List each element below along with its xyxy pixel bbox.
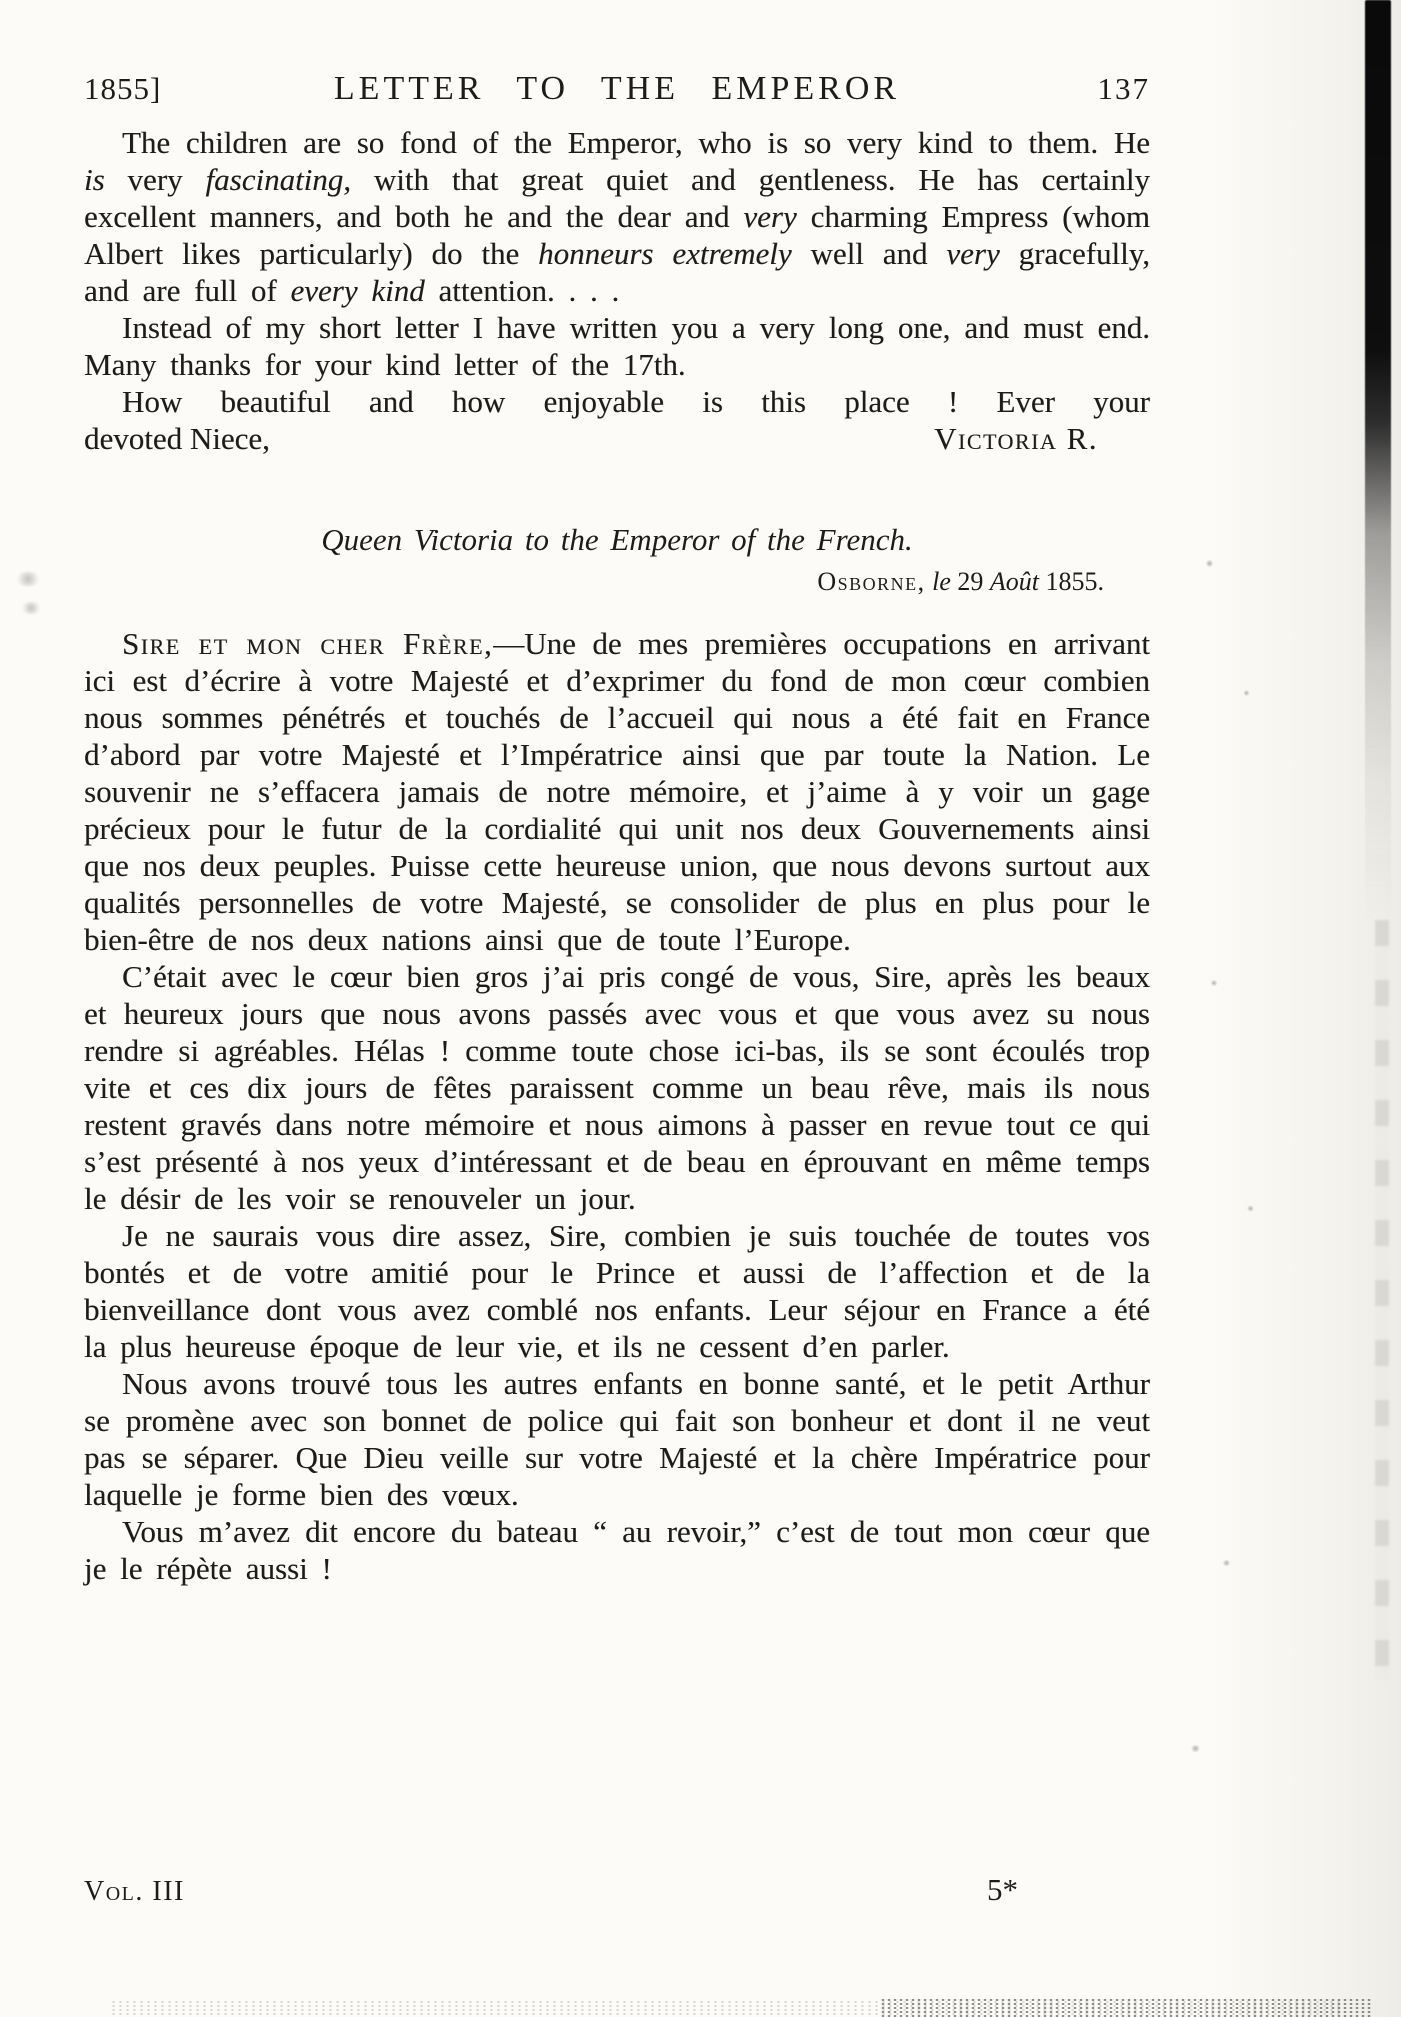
letter-closing [84, 420, 1150, 457]
english-paragraph-1: The children are so fond of the Emperor, who is so very kind to them. He is very fascinating, with that great quiet and gentleness. He has certainly excellent manners, and both he and the dear and very charming Empress (whom Albert likes particularly) do the honneurs extremely well and very gracefully, and are full of every kind attention. . . . [84, 125, 1150, 308]
scan-speck [1210, 980, 1218, 986]
french-paragraph-3: Je ne saurais vous dire assez, Sire, combien je suis touchée de toutes vos bontés et de votre amitié pour le Prince et aussi de l’affection et de la bienveillance dont vous avez comblé nos enfants. Leur séjour en France a été la plus heureuse époque de leur vie, et ils ne cessent d’en parler. [84, 1218, 1150, 1364]
english-paragraph-2: Instead of my short letter I have written you a very long one, and must end. Many thanks for your kind letter of the 17th. [84, 310, 1150, 382]
scan-speck [1247, 1205, 1254, 1212]
french-paragraph-4: Nous avons trouvé tous les autres enfants en bonne santé, et le petit Arthur se promène avec son bonnet de police qui fait son bonheur et dont il ne veut pas se séparer. Que Dieu veille sur votre Majesté et la chère Impératrice pour laquelle je forme bien des vœux. [84, 1366, 1150, 1512]
scan-smudge [14, 572, 42, 586]
section-heading: Queen Victoria to the Emperor of the French. [321, 522, 913, 557]
volume-label: Vol. III [84, 1876, 185, 1907]
page-number: 137 [1097, 71, 1150, 106]
french-paragraph-2: C’était avec le cœur bien gros j’ai pris congé de vous, Sire, après les beaux et heureux jours que nous avons passés avec vous et que vous avez su nous rendre si agréables. Hélas ! comme toute chose ici-bas, ils se sont écoulés trop vite et ces dix jours de fêtes paraissent comme un beau rêve, mais ils nous restent gravés dans notre mémoire et nous aimons à passer en revue tout ce qui s’est présenté à nos yeux d’intéressant et de beau en éprouvant en même temps le désir de les voir se renouveler un jour. [84, 959, 1150, 1216]
french-paragraph-5: Vous m’avez dit encore du bateau “ au revoir,” c’est de tout mon cœur que je le répète aussi ! [84, 1514, 1150, 1586]
header-year: 1855] [84, 71, 162, 106]
signature-mark: 5* [987, 1872, 1018, 1907]
french-paragraph-1: Sire et mon cher Frère,—Une de mes premières occupations en arrivant ici est d’écrire à votre Majesté et d’exprimer du fond de mon cœur combien nous sommes pénétrés et touchés de l’accueil qui nous a été fait en France d’abord par votre Majesté et l’Impératrice ainsi que par toute la Nation. Le souvenir ne s’effacera jamais de notre mémoire, et j’aime à y voir un gage précieux pour le futur de la cordialité qui unit nos deux Gouvernements ainsi que nos deux peuples. Puisse cette heureuse union, que nous devons surtout aux qualités personnelles de votre Majesté, se consolider de plus en plus pour le bien-être de nos deux nations ainsi que de toute l’Europe. [84, 626, 1150, 957]
french-letter [84, 625, 1150, 1587]
scan-smudge [20, 602, 42, 614]
page-content [84, 70, 1150, 1587]
scan-speck [1222, 1560, 1231, 1566]
closing-text: devoted Niece, [84, 421, 270, 456]
page-footer [84, 1872, 1150, 1908]
scan-speck [1205, 560, 1214, 567]
scan-edge-band-lower [1375, 920, 1389, 1680]
signature: Victoria R. [934, 421, 1098, 456]
scan-noise-bottom-right [880, 1998, 1373, 2017]
scan-speck [1243, 690, 1250, 696]
dateline: Osborne, le 29 Août 1855. [817, 567, 1104, 596]
scan-speck [1190, 1745, 1201, 1752]
scan-edge-band [1365, 0, 1391, 920]
english-paragraph-3: How beautiful and how enjoyable is this place ! Ever your [122, 384, 1150, 419]
running-title: LETTER TO THE EMPEROR [333, 70, 901, 107]
page-header [84, 70, 1150, 108]
